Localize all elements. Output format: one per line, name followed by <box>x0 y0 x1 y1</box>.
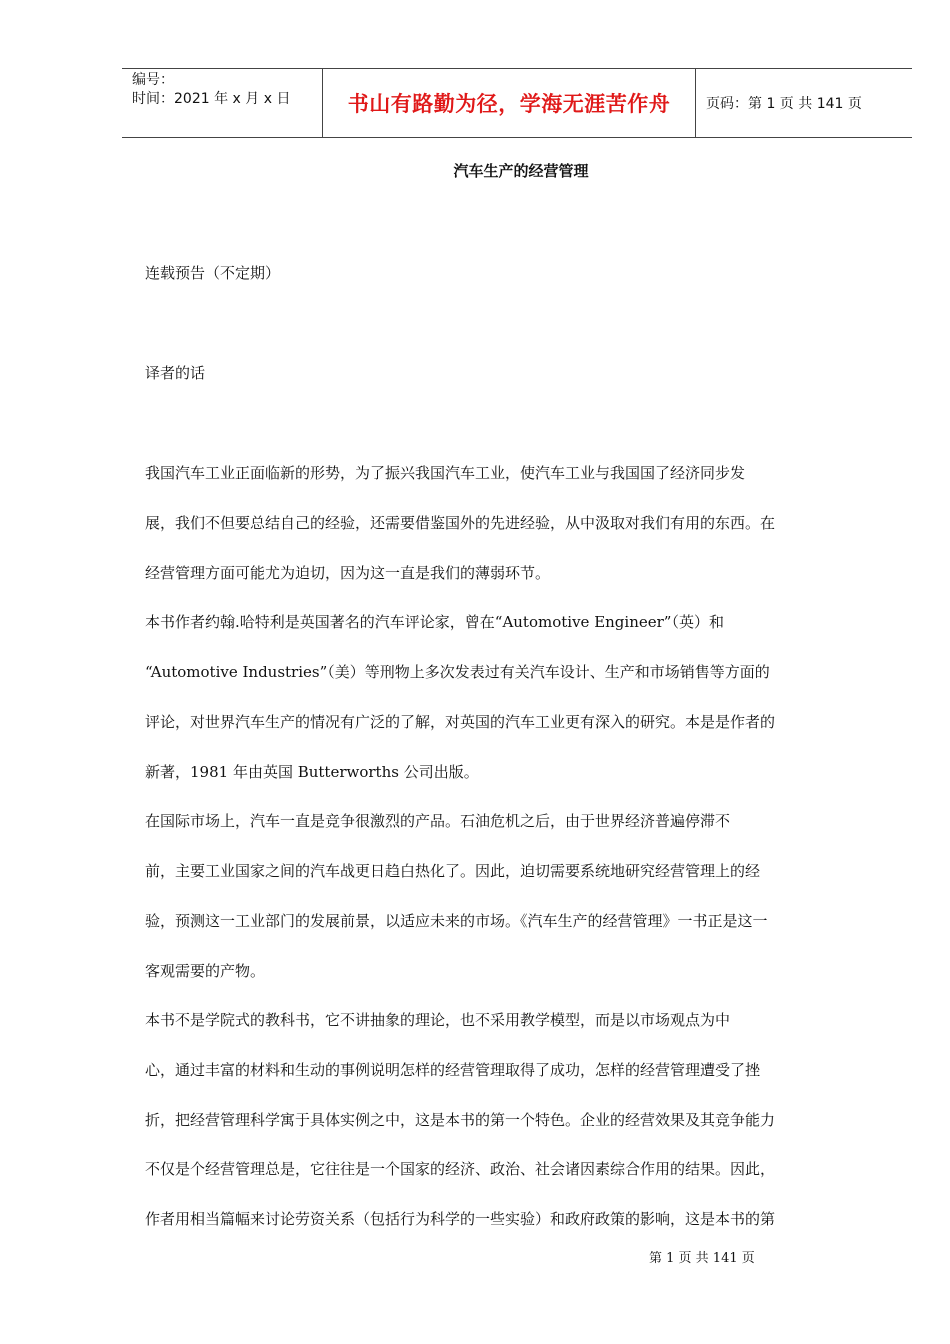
paragraph-line: 本书作者约翰.哈特利是英国著名的汽车评论家，曾在“Automotive Engineer”（英）和 <box>145 613 724 631</box>
paragraph-line: 验，预测这一工业部门的发展前景，以适应未来的市场。《汽车生产的经营管理》一书正是这一 <box>145 912 768 930</box>
series-notice: 连载预告（不定期） <box>145 264 281 282</box>
section-heading: 译者的话 <box>145 364 206 382</box>
paragraph-line: 经营管理方面可能尤为迫切，因为这一直是我们的薄弱环节。 <box>145 564 551 582</box>
document-header <box>122 68 912 138</box>
document-title: 汽车生产的经营管理 <box>453 162 589 180</box>
paragraph-line: 展，我们不但要总结自己的经验，还需要借鉴国外的先进经验，从中汲取对我们有用的东西。在 <box>145 514 776 532</box>
paragraph-line: 新著，1981 年由英国 Butterworths 公司出版。 <box>145 763 479 781</box>
paragraph-line: 客观需要的产物。 <box>145 962 266 980</box>
paragraph-line: 评论，对世界汽车生产的情况有广泛的了解，对英国的汽车工业更有深入的研究。本是是作者的 <box>145 713 776 731</box>
paragraph-line: 心，通过丰富的材料和生动的事例说明怎样的经营管理取得了成功，怎样的经营管理遭受了挫 <box>145 1061 761 1079</box>
paragraph-line: 我国汽车工业正面临新的形势，为了振兴我国汽车工业，使汽车工业与我国国了经济同步发 <box>145 464 746 482</box>
header-motto-cell <box>323 69 696 137</box>
paragraph-line: 在国际市场上，汽车一直是竞争很激烈的产品。石油危机之后，由于世界经济普遍停滞不 <box>145 812 731 830</box>
number-label: 编号： <box>132 72 174 88</box>
header-page-cell <box>696 69 912 137</box>
paragraph-line: 前，主要工业国家之间的汽车战更日趋白热化了。因此，迫切需要系统地研究经营管理上的经 <box>145 862 761 880</box>
footer-page-number: 第 1 页 共 141 页 <box>649 1251 755 1266</box>
paragraph-line: 本书不是学院式的教科书，它不讲抽象的理论，也不采用教学模型，而是以市场观点为中 <box>145 1011 731 1029</box>
paragraph-line: “Automotive Industries”（美）等刑物上多次发表过有关汽车设计、生产和市场销售等方面的 <box>145 663 770 681</box>
paragraph-line: 作者用相当篇幅来讨论劳资关系（包括行为科学的一些实验）和政府政策的影响，这是本书的第 <box>145 1210 776 1228</box>
paragraph-line: 折，把经营管理科学寓于具体实例之中，这是本书的第一个特色。企业的经营效果及其竞争能力 <box>145 1111 776 1129</box>
time-label: 时间：2021 年 x 月 x 日 <box>132 91 291 107</box>
paragraph-line: 不仅是个经营管理总是，它往往是一个国家的经济、政治、社会诸因素综合作用的结果。因此， <box>145 1160 776 1178</box>
page-label: 页码：第 1 页 共 141 页 <box>706 96 862 112</box>
motto: 书山有路勤为径，学海无涯苦作舟 <box>347 92 671 116</box>
header-meta <box>122 69 323 137</box>
